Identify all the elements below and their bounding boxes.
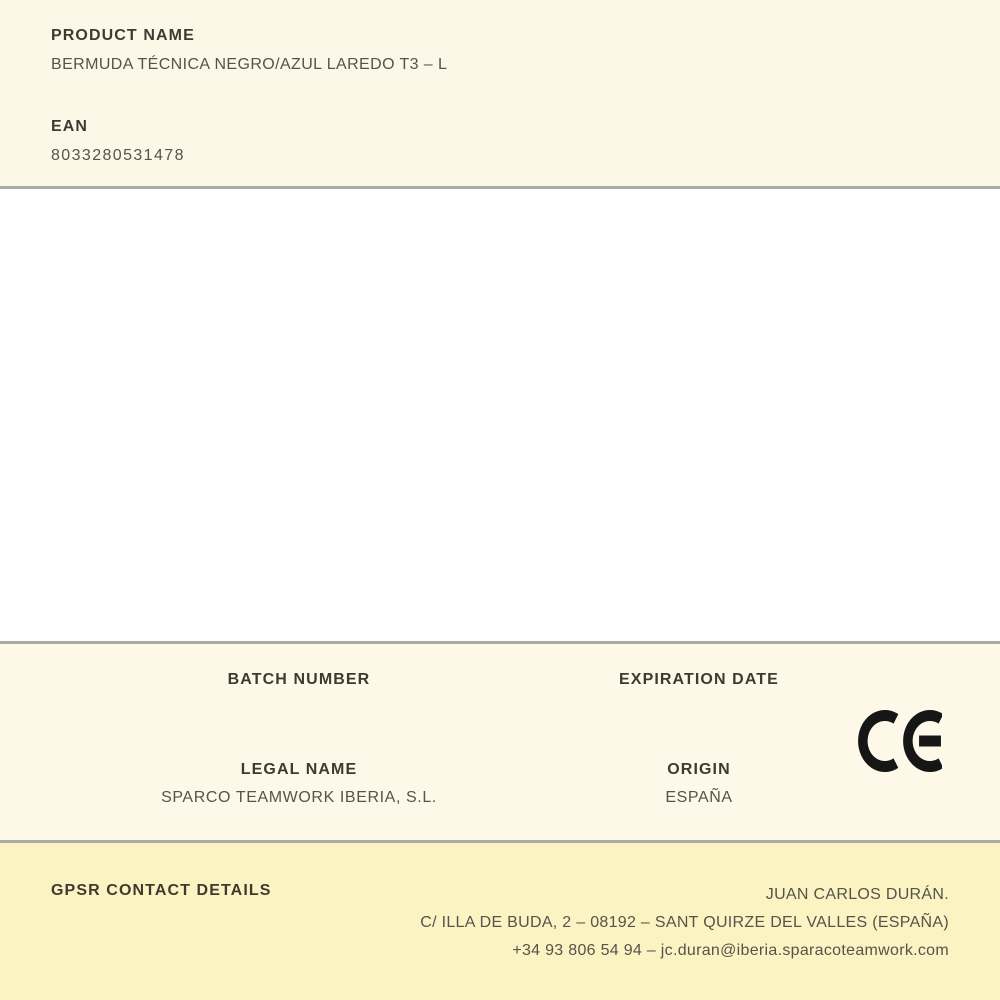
- ean-value: 8033280531478: [51, 147, 185, 164]
- gpsr-heading: GPSR CONTACT DETAILS: [51, 882, 272, 899]
- info-column-right: [499, 670, 899, 807]
- spacer: [51, 74, 1000, 117]
- product-header-section: [0, 0, 1000, 186]
- ean-label: EAN: [51, 118, 89, 135]
- origin-value: ESPAÑA: [665, 789, 733, 806]
- batch-legal-info-section: [0, 644, 1000, 840]
- product-name-label: PRODUCT NAME: [51, 27, 195, 44]
- batch-number-label: BATCH NUMBER: [227, 671, 371, 688]
- gpsr-contact-block: [420, 881, 949, 965]
- gpsr-footer-section: [0, 843, 1000, 1000]
- blank-content-area: [0, 189, 1000, 641]
- origin-label: ORIGIN: [667, 761, 731, 778]
- info-column-left: [99, 670, 499, 807]
- legal-name-label: LEGAL NAME: [240, 761, 358, 778]
- legal-name-value: SPARCO TEAMWORK IBERIA, S.L.: [161, 789, 437, 806]
- ce-mark-icon: [858, 710, 942, 772]
- expiration-date-label: EXPIRATION DATE: [619, 671, 779, 688]
- contact-phone-email: +34 93 806 54 94 – jc.duran@iberia.sparacoteamwork.com: [512, 942, 949, 959]
- info-grid: [0, 644, 1000, 807]
- contact-address: C/ ILLA DE BUDA, 2 – 08192 – SANT QUIRZE DEL VALLES (ESPAÑA): [420, 914, 949, 931]
- contact-name: JUAN CARLOS DURÁN.: [765, 886, 949, 903]
- product-name-value: BERMUDA TÉCNICA NEGRO/AZUL LAREDO T3 – L: [51, 56, 448, 73]
